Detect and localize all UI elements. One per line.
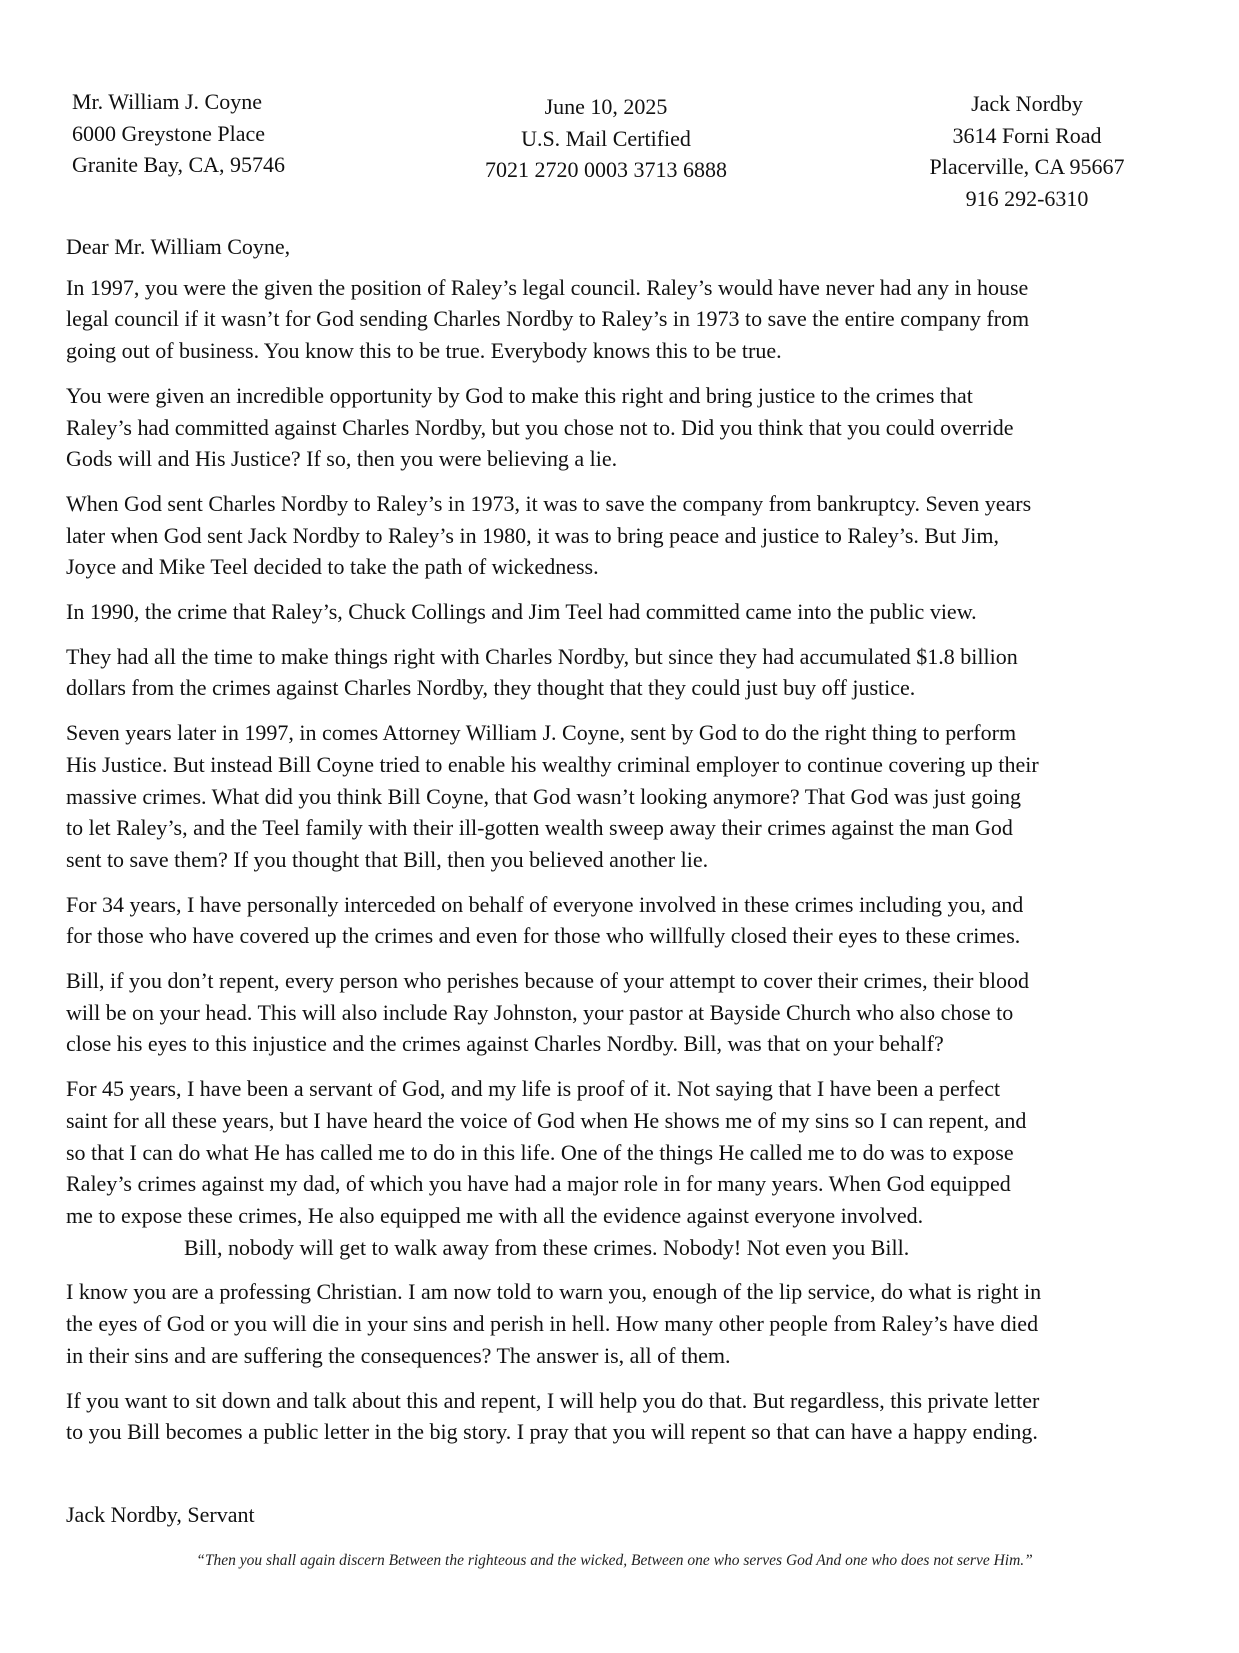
paragraph-line: the eyes of God or you will die in your sins and perish in hell. How many other people from Raley’s have died [66,1311,1039,1337]
recipient-line: Granite Bay, CA, 95746 [72,152,286,178]
paragraph-line: will be on your head. This will also include Ray Johnston, your pastor at Bayside Church who also chose to [66,999,1014,1025]
recipient-line: 6000 Greystone Place [72,120,266,146]
paragraph [66,1073,1041,1263]
paragraph-line: to you Bill becomes a public letter in the big story. I pray that you will repent so that can have a happy ending. [66,1419,1038,1445]
sender-line: 916 292-6310 [965,186,1089,212]
paragraph-line: saint for all these years, but I have heard the voice of God when He shows me of my sins so I can repent, and [66,1107,1027,1133]
paragraph-line: sent to save them? If you thought that Bill, then you believed another lie. [66,846,709,872]
paragraph-line: You were given an incredible opportunity by God to make this right and bring justice to the crimes that [66,382,973,408]
paragraph-line: When God sent Charles Nordby to Raley’s in 1973, it was to save the company from bankruptcy. Seven years [66,490,1032,516]
date-and-mailing-info [456,91,756,186]
sender-line: 3614 Forni Road [952,122,1102,148]
paragraph-line: me to expose these crimes, He also equipped me with all the evidence against everyone involved. [66,1202,924,1228]
paragraph-line: Joyce and Mike Teel decided to take the path of wickedness. [66,554,599,580]
paragraph [66,272,1041,367]
paragraph-line: legal council if it wasn’t for God sending Charles Nordby to Raley’s in 1973 to save the entire company from [66,306,1030,332]
recipient-address [72,86,285,181]
paragraph-line: to let Raley’s, and the Teel family with their ill-gotten wealth sweep away their crimes against the man God [66,815,1013,841]
paragraph [66,380,1041,475]
sender-address [877,88,1177,215]
paragraph-line: dollars from the crimes against Charles Nordby, they thought that they could just buy off justice. [66,675,916,701]
paragraph-line: for those who have covered up the crimes and even for those who willfully closed their eyes to these crimes. [66,923,1021,949]
sender-line: Jack Nordby [971,91,1083,116]
paragraph-line: I know you are a professing Christian. I am now told to warn you, enough of the lip service, do what is right in [66,1279,1042,1305]
recipient-line: Mr. William J. Coyne [72,89,262,114]
paragraph [66,488,1041,583]
paragraph [66,965,1041,1060]
sender-line: Placerville, CA 95667 [929,154,1125,180]
paragraph [66,717,1041,876]
paragraph-line: They had all the time to make things right with Charles Nordby, but since they had accumulated $1.8 billion [66,643,1018,669]
paragraph-line: in their sins and are suffering the consequences? The answer is, all of them. [66,1342,731,1368]
paragraphs [66,272,1041,1448]
paragraph-line: massive crimes. What did you think Bill Coyne, that God wasn’t looking anymore? That God was just going [66,783,1022,809]
paragraph-line: For 45 years, I have been a servant of God, and my life is proof of it. Not saying that I have been a perfect [66,1076,1001,1102]
paragraph [66,889,1041,952]
paragraph-line: In 1990, the crime that Raley’s, Chuck Collings and Jim Teel had committed came into the public view. [66,599,977,625]
paragraph-line: later when God sent Jack Nordby to Raley’s in 1980, it was to bring peace and justice to Raley’s. But Jim, [66,522,999,548]
indented-line: Bill, nobody will get to walk away from these crimes. Nobody! Not even you Bill. [184,1234,910,1260]
paragraph-line: In 1997, you were the given the position of Raley’s legal council. Raley’s would have never had any in house [66,274,1029,300]
paragraph [66,1385,1041,1448]
paragraph-line: going out of business. You know this to be true. Everybody knows this to be true. [66,338,782,364]
paragraph-line: If you want to sit down and talk about this and repent, I will help you do that. But regardless, this private letter [66,1387,1040,1413]
salutation: Dear Mr. William Coyne, [66,234,291,259]
letter-body [66,231,1041,1461]
signature: Jack Nordby, Servant [66,1502,255,1527]
paragraph-line: Seven years later in 1997, in comes Attorney William J. Coyne, sent by God to do the right thing to perform [66,720,1017,746]
paragraph-line: For 34 years, I have personally interceded on behalf of everyone involved in these crimes including you, and [66,891,1024,917]
closing-quote: “Then you shall again discern Between the righteous and the wicked, Between one who serves God And one who does not serve Him.” [196,1552,1033,1569]
paragraph [66,641,1041,704]
dateblock-line: June 10, 2025 [544,94,668,119]
paragraph [66,1276,1041,1371]
paragraph-line: Gods will and His Justice? If so, then you were believing a lie. [66,446,618,472]
paragraph-line: His Justice. But instead Bill Coyne tried to enable his wealthy criminal employer to continue covering up their [66,751,1039,777]
paragraph-line: Bill, if you don’t repent, every person who perishes because of your attempt to cover their crimes, their blood [66,968,1030,994]
dateblock-line: 7021 2720 0003 3713 6888 [485,157,727,183]
paragraph-line: Raley’s crimes against my dad, of which you have had a major role in for many years. When God equipped [66,1171,1011,1197]
paragraph-line: so that I can do what He has called me to do in this life. One of the things He called me to do was to expose [66,1139,1014,1165]
paragraph [66,596,1041,628]
paragraph-line: close his eyes to this injustice and the crimes against Charles Nordby. Bill, was that on your behalf? [66,1031,944,1057]
dateblock-line: U.S. Mail Certified [521,125,691,151]
paragraph-line: Raley’s had committed against Charles Nordby, but you chose not to. Did you think that you could override [66,414,1014,440]
